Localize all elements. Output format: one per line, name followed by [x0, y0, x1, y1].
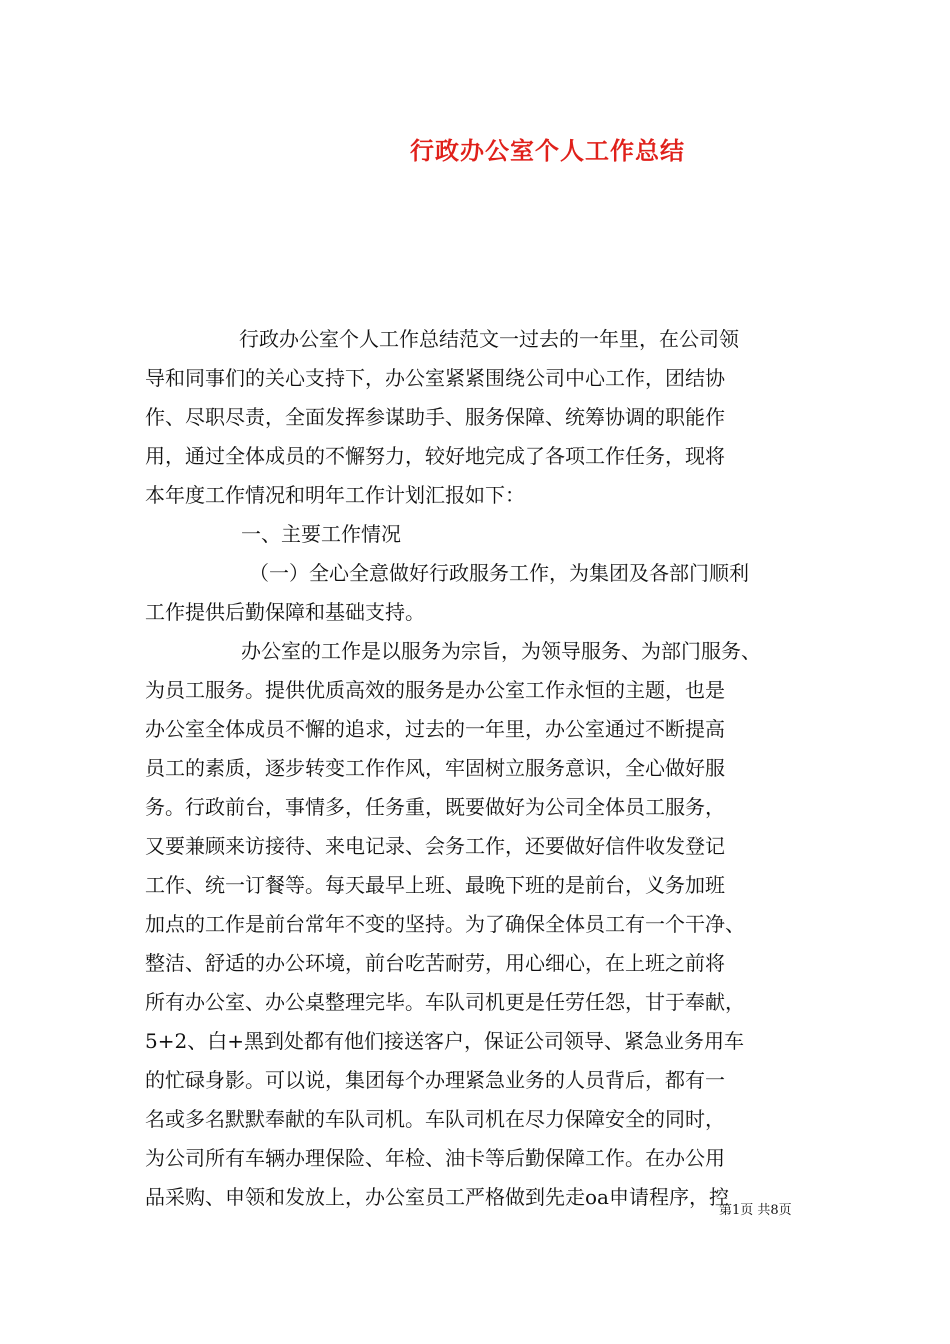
paragraph-line: 行政办公室个人工作总结范文一过去的一年里，在公司领 — [239, 327, 739, 351]
subsection-heading: （一）全心全意做好行政服务工作，为集团及各部门顺利 — [249, 561, 749, 585]
paragraph-line: 又要兼顾来访接待、来电记录、会务工作，还要做好信件收发登记 — [145, 834, 725, 858]
paragraph-line: 的忙碌身影。可以说，集团每个办理紧急业务的人员背后，都有一 — [145, 1068, 725, 1092]
paragraph-line: 用，通过全体成员的不懈努力，较好地完成了各项工作任务，现将 — [145, 444, 725, 468]
paragraph-line: 品采购、申领和发放上，办公室员工严格做到先走oa申请程序，控 — [145, 1185, 729, 1209]
paragraph-line: 导和同事们的关心支持下，办公室紧紧围绕公司中心工作，团结协 — [145, 366, 725, 390]
page-number-footer: 第1页 共8页 — [719, 1203, 792, 1218]
subsection-heading-continued: 工作提供后勤保障和基础支持。 — [145, 600, 425, 624]
paragraph-line: 工作、统一订餐等。每天最早上班、最晚下班的是前台，义务加班 — [145, 873, 725, 897]
paragraph-line: 办公室的工作是以服务为宗旨，为领导服务、为部门服务、 — [241, 639, 761, 663]
paragraph-line: 为公司所有车辆办理保险、年检、油卡等后勤保障工作。在办公用 — [145, 1146, 725, 1170]
paragraph-line: 务。行政前台，事情多，任务重，既要做好为公司全体员工服务， — [145, 795, 725, 819]
section-heading: 一、主要工作情况 — [241, 522, 401, 546]
document-title: 行政办公室个人工作总结 — [410, 137, 685, 165]
paragraph-line: 办公室全体成员不懈的追求，过去的一年里，办公室通过不断提高 — [145, 717, 725, 741]
paragraph-line: 所有办公室、办公桌整理完毕。车队司机更是任劳任怨，甘于奉献， — [145, 990, 745, 1014]
paragraph-line: 5+2、白+黑到处都有他们接送客户，保证公司领导、紧急业务用车 — [145, 1029, 744, 1053]
paragraph-line: 员工的素质，逐步转变工作作风，牢固树立服务意识，全心做好服 — [145, 756, 725, 780]
paragraph-line: 本年度工作情况和明年工作计划汇报如下： — [145, 483, 525, 507]
paragraph-line: 名或多名默默奉献的车队司机。车队司机在尽力保障安全的同时， — [145, 1107, 725, 1131]
paragraph-line: 整洁、舒适的办公环境，前台吃苦耐劳，用心细心，在上班之前将 — [145, 951, 725, 975]
document-body — [145, 320, 815, 1217]
paragraph-line: 加点的工作是前台常年不变的坚持。为了确保全体员工有一个干净、 — [145, 912, 745, 936]
paragraph-line: 作、尽职尽责，全面发挥参谋助手、服务保障、统筹协调的职能作 — [145, 405, 725, 429]
paragraph-line: 为员工服务。提供优质高效的服务是办公室工作永恒的主题，也是 — [145, 678, 725, 702]
